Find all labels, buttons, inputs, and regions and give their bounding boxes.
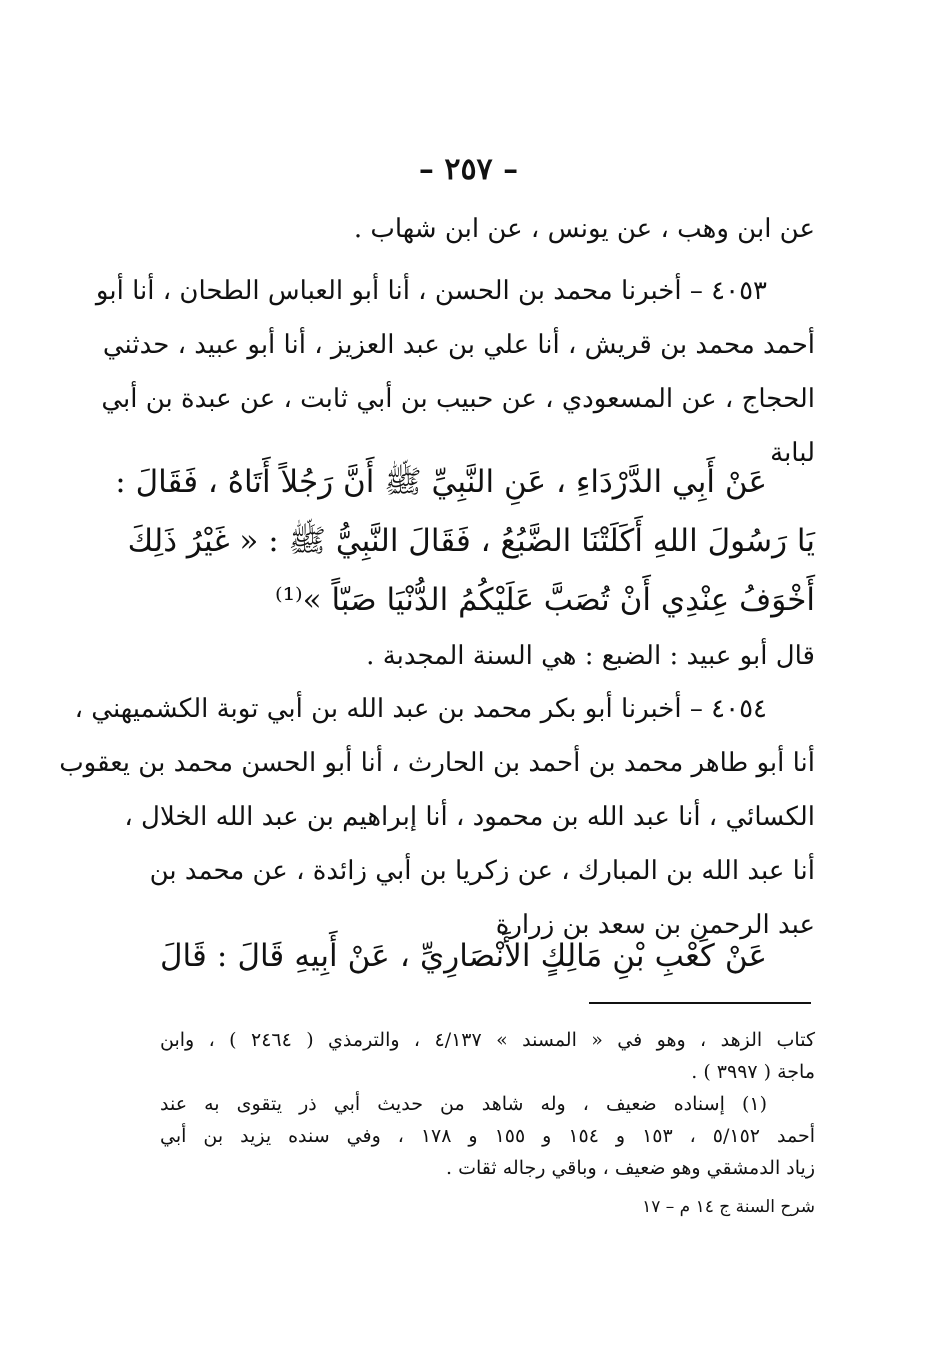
footnote-line: أحمد ٥/١٥٢ ، ١٥٣ و ١٥٤ و ١٥٥ و ١٧٨ ، وفي سنده يزيد بن أبي (160, 1125, 815, 1147)
matn-line: أَخْوَفُ عِنْدِي أَنْ تُصَبَّ عَلَيْكُمُ الدُّنْيَا صَبّاً »⁽¹⁾ (274, 582, 815, 618)
hadith-4053-explanation (160, 629, 815, 683)
hadith-4054-isnad (59, 682, 815, 952)
footnote-line: ماجة ( ٣٩٩٧ ) . (691, 1061, 815, 1083)
isnad-line: ٤٠٥٤ – أخبرنا أبو بكر محمد بن عبد الله بن أبي توبة الكشميهني ، (74, 694, 767, 724)
isnad-line: أنا أبو طاهر محمد بن أحمد بن الحارث ، أنا أبو الحسن محمد بن يعقوب (59, 748, 815, 778)
isnad-line: أحمد محمد بن قريش ، أنا علي بن عبد العزيز ، أنا أبو عبيد ، حدثني (102, 330, 815, 360)
page-number: – ٢٥٧ – (418, 152, 519, 187)
isnad-line: أنا عبد الله بن المبارك ، عن زكريا بن أبي زائدة ، عن محمد بن (149, 856, 815, 886)
footnote-line: كتاب الزهد ، وهو في « المسند » ٤/١٣٧ ، والترمذي ( ٢٤٦٤ ) ، وابن (160, 1029, 816, 1051)
footnote-divider (589, 1002, 811, 1004)
isnad-line: الحجاج ، عن المسعودي ، عن حبيب بن أبي ثابت ، عن عبدة بن أبي (101, 384, 815, 414)
continuation-line: عن ابن وهب ، عن يونس ، عن ابن شهاب . (353, 214, 815, 244)
hadith-4054-matn (160, 927, 815, 986)
footnote-line: زياد الدمشقي وهو ضعيف ، وباقي رجاله ثقات . (446, 1157, 815, 1179)
matn-line: يَا رَسُولَ اللهِ أَكَلَتْنَا الضَّبُعُ ، فَقَالَ النَّبِيُّ ﷺ : « غَيْرُ ذَلِكَ (127, 523, 815, 559)
matn-line: عَنْ أَبِي الدَّرْدَاءِ ، عَنِ النَّبِيِّ ﷺ أَنَّ رَجُلاً أَتَاهُ ، فَقَالَ : (115, 464, 767, 500)
isnad-line: عبد الرحمن بن سعد بن زرارة (495, 910, 815, 940)
footnotes (160, 1024, 815, 1184)
isnad-line: لبابة (770, 438, 815, 468)
isnad-line: ٤٠٥٣ – أخبرنا محمد بن الحسن ، أنا أبو العباس الطحان ، أنا أبو (95, 276, 767, 306)
hadith-4053-isnad (95, 264, 815, 480)
hadith-4053-matn (115, 453, 815, 630)
footnote-line: (١) إسناده ضعيف ، وله شاهد من حديث أبي ذر يتقوى به عند (160, 1093, 767, 1115)
isnad-line: الكسائي ، أنا عبد الله بن محمود ، أنا إبراهيم بن عبد الله الخلال ، (124, 802, 815, 832)
explanation-line: قال أبو عبيد : الضبع : هي السنة المجدبة . (366, 641, 815, 671)
signature-mark: شرح السنة ج ١٤ م – ١٧ (642, 1197, 815, 1217)
matn-line: عَنْ كَعْبِ بْنِ مَالِكٍ الأَنْصَارِيِّ ، عَنْ أَبِيهِ قَالَ : قَالَ (160, 938, 767, 974)
continuation-text (160, 202, 815, 256)
